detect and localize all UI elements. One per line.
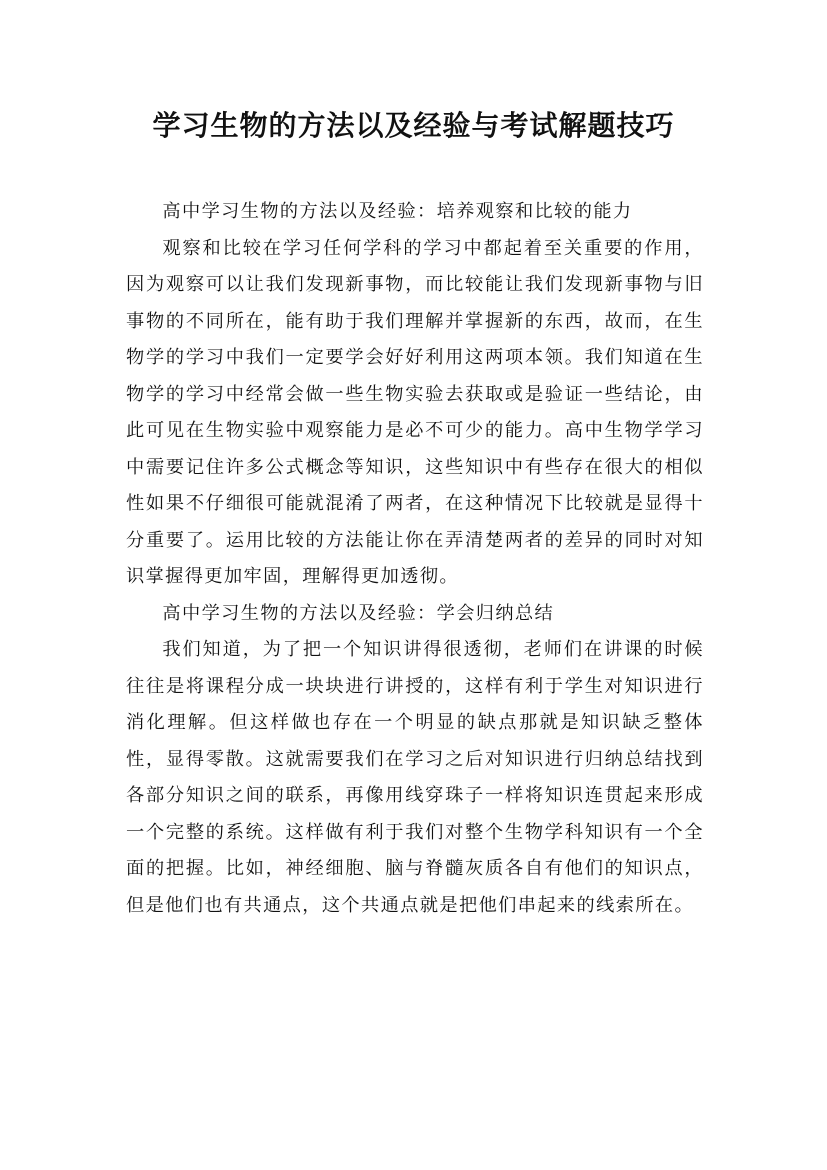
document-title: 学习生物的方法以及经验与考试解题技巧 [152,109,675,142]
paragraph: 我们知道，为了把一个知识讲得很透彻，老师们在讲课的时候往往是将课程分成一块块进行讲授的，这样有利于学生对知识进行消化理解。但这样做也存在一个明显的缺点那就是知识缺乏整体性，显得零散。这就需要我们在学习之后对知识进行归纳总结找到各部分知识之间的联系，再像用线穿珠子一样将知识连贯起来形成一个完整的系统。这样做有利于我们对整个生物学科知识有一个全面的把握。比如，神经细胞、脑与脊髓灰质各自有他们的知识点，但是他们也有共通点，这个共通点就是把他们串起来的线索所在。 [126,639,704,916]
section-heading: 高中学习生物的方法以及经验：培养观察和比较的能力 [162,201,633,222]
section-heading: 高中学习生物的方法以及经验：学会归纳总结 [162,602,555,624]
document-body [126,194,704,924]
paragraph: 观察和比较在学习任何学科的学习中都起着至关重要的作用，因为观察可以让我们发现新事物，而比较能让我们发现新事物与旧事物的不同所在，能有助于我们理解并掌握新的东西，故而，在生物学的学习中我们一定要学会好好利用这两项本领。我们知道在生物学的学习中经常会做一些生物实验去获取或是验证一些结论，由此可见在生物实验中观察能力是必不可少的能力。高中生物学学习中需要记住许多公式概念等知识，这些知识中有些存在很大的相似性如果不仔细很可能就混淆了两者，在这种情况下比较就是显得十分重要了。运用比较的方法能让你在弄清楚两者的差异的同时对知识掌握得更加牢固，理解得更加透彻。 [126,237,704,587]
